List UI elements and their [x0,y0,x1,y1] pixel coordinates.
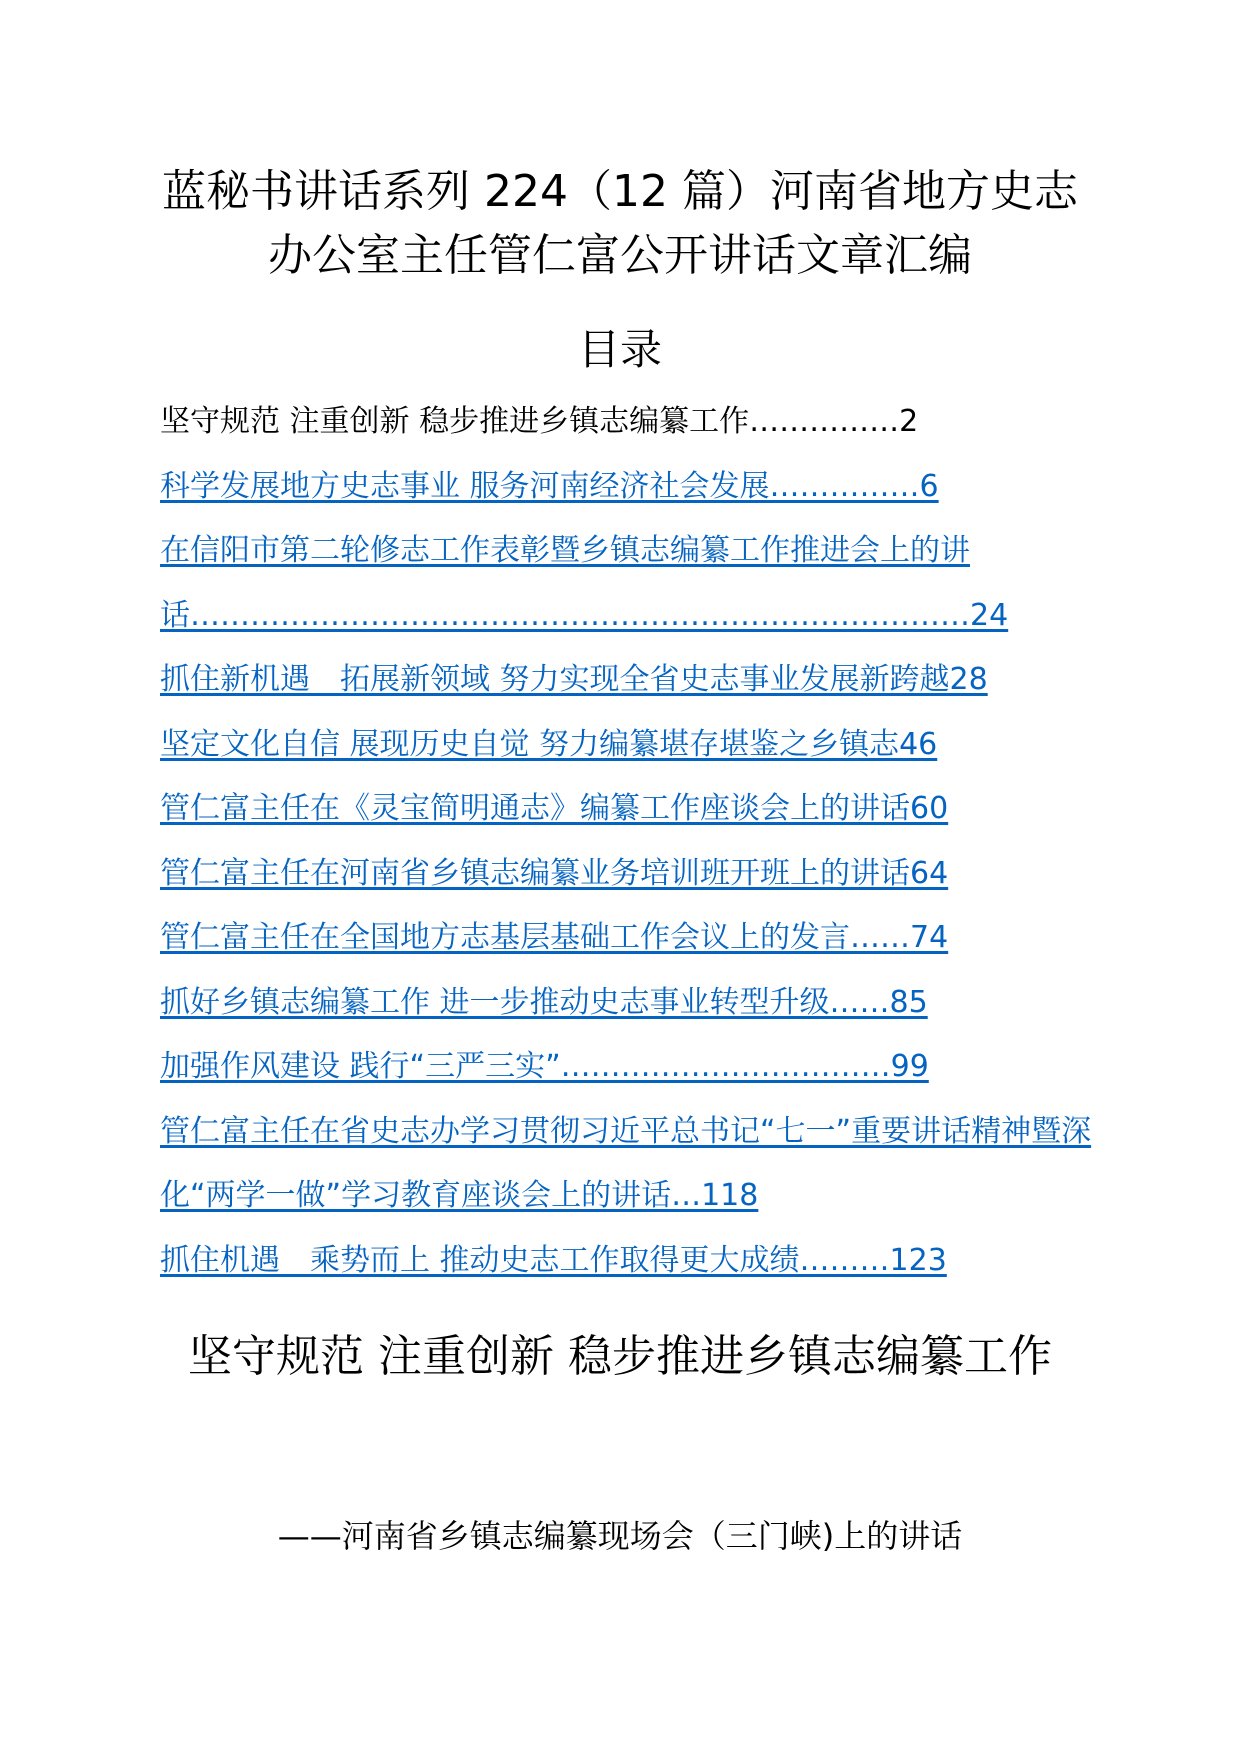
toc-item [160,971,1120,1036]
toc-item [160,648,1120,713]
document-title: 蓝秘书讲话系列 224（12 篇）河南省地方史志办公室主任管仁富公开讲话文章汇编 [162,166,1078,281]
toc-link[interactable]: 管仁富主任在全国地方志基层基础工作会议上的发言……74 [160,920,949,955]
toc-link[interactable]: 科学发展地方史志事业 服务河南经济社会发展……………6 [160,468,939,504]
toc-item [160,455,1120,520]
toc-item [160,1100,1094,1229]
table-of-contents [160,390,1120,1293]
toc-heading: 目录 [577,325,662,374]
toc-link[interactable]: 管仁富主任在河南省乡镇志编纂业务培训班开班上的讲话64 [160,855,949,891]
toc-item [160,390,1120,455]
toc-link[interactable]: 抓好乡镇志编纂工作 进一步推动史志事业转型升级……85 [160,984,928,1020]
toc-link[interactable]: 加强作风建设 践行“三严三实”……………………………99 [160,1049,929,1084]
toc-link[interactable]: 坚定文化自信 展现历史自觉 努力编纂堪存堪鉴之乡镇志46 [160,726,938,762]
toc-item [160,713,1120,778]
section-subtitle: ——河南省乡镇志编纂现场会（三门峡)上的讲话 [277,1517,963,1555]
toc-item [160,842,1120,907]
toc-link[interactable]: 在信阳市第二轮修志工作表彰暨乡镇志编纂工作推进会上的讲话……………………………………………………………………24 [160,533,1009,633]
toc-item [160,777,1120,842]
toc-link[interactable]: 抓住新机遇 拓展新领域 努力实现全省史志事业发展新跨越28 [160,662,988,697]
toc-link[interactable]: 管仁富主任在《灵宝简明通志》编纂工作座谈会上的讲话60 [160,791,949,826]
toc-item-text: 坚守规范 注重创新 稳步推进乡镇志编纂工作……………2 [160,404,919,439]
toc-item [160,519,1094,648]
toc-link[interactable]: 抓住机遇 乘势而上 推动史志工作取得更大成绩………123 [160,1242,947,1278]
section-title: 坚守规范 注重创新 稳步推进乡镇志编纂工作 [188,1331,1052,1382]
toc-link[interactable]: 管仁富主任在省史志办学习贯彻习近平总书记“七一”重要讲话精神暨深化“两学一做”学习教育座谈会上的讲话…118 [160,1113,1092,1213]
toc-item [160,906,1120,971]
toc-item [160,1229,1120,1294]
toc-item [160,1035,1120,1100]
